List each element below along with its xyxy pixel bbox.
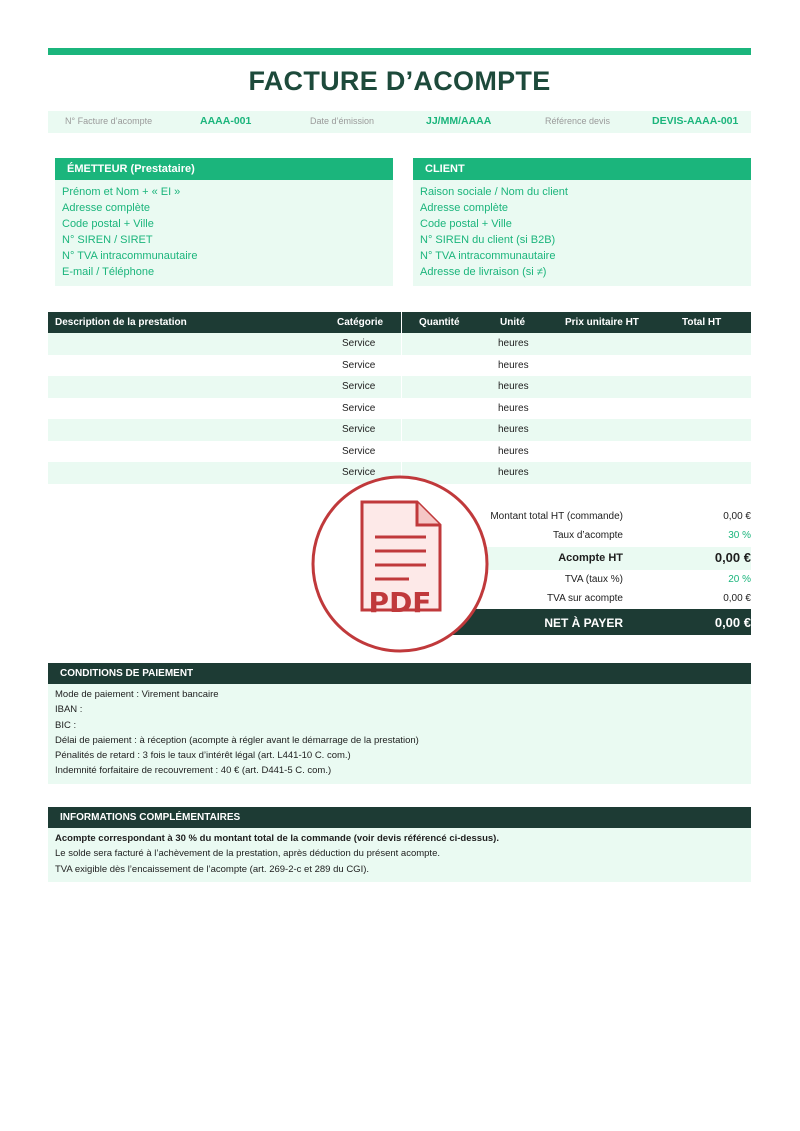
- deposit-ht-label: Acompte HT: [558, 552, 623, 564]
- payment-line: Mode de paiement : Virement bancaire: [55, 689, 219, 700]
- row-unit: heures: [498, 381, 529, 392]
- client-block: [413, 158, 751, 286]
- vat-rate-value: 20 %: [728, 574, 751, 585]
- col-unit-price: Prix unitaire HT: [565, 317, 639, 328]
- deposit-rate-value: 30 %: [728, 530, 751, 541]
- row-category: Service: [342, 445, 376, 457]
- invoice-number-value: AAAA-001: [200, 115, 252, 127]
- vat-amount-label: TVA sur acompte: [547, 593, 623, 604]
- payment-line: Indemnité forfaitaire de recouvrement : 40 € (art. D441-5 C. com.): [55, 765, 332, 777]
- client-line: N° SIREN du client (si B2B): [420, 234, 556, 246]
- issuer-line: E-mail / Téléphone: [62, 266, 155, 278]
- additional-info-body: [48, 828, 751, 882]
- row-category: Service: [342, 424, 376, 435]
- net-to-pay-label: NET À PAYER: [544, 616, 623, 630]
- client-line: Code postal + Ville: [420, 218, 512, 230]
- row-unit: heures: [498, 359, 529, 371]
- table-row: [48, 376, 751, 398]
- invoice-number-label: N° Facture d’acompte: [65, 116, 153, 126]
- pdf-file-icon: [311, 475, 489, 653]
- table-row: [48, 419, 751, 441]
- items-table: [48, 312, 751, 484]
- page-title: FACTURE D’ACOMPTE: [248, 66, 551, 96]
- client-line: Adresse complète: [420, 202, 509, 214]
- row-category: Service: [342, 381, 376, 392]
- payment-conditions-body: [48, 684, 751, 784]
- row-category: Service: [342, 359, 376, 371]
- net-to-pay-value: 0,00 €: [714, 615, 751, 630]
- quote-ref-label: Référence devis: [545, 116, 611, 126]
- payment-line: Pénalités de retard : 3 fois le taux d’intérêt légal (art. L441-10 C. com.): [55, 750, 351, 762]
- info-line: Le solde sera facturé à l’achèvement de la prestation, après déduction du présent acompte.: [55, 848, 440, 860]
- col-total: Total HT: [682, 317, 722, 328]
- total-ht-value: 0,00 €: [723, 511, 751, 522]
- info-line: TVA exigible dès l’encaissement de l’acompte (art. 269-2-c et 289 du CGI).: [55, 863, 370, 875]
- additional-info-header: INFORMATIONS COMPLÉMENTAIRES: [48, 807, 751, 828]
- issue-date-label: Date d’émission: [310, 116, 375, 126]
- row-unit: heures: [498, 402, 529, 414]
- client-line: Raison sociale / Nom du client: [420, 186, 568, 198]
- quote-ref-value: DEVIS-AAAA-001: [652, 115, 739, 127]
- deposit-rate-label: Taux d’acompte: [552, 530, 623, 541]
- payment-line: BIC :: [55, 719, 77, 731]
- issuer-line: Prénom et Nom + « EI »: [62, 186, 181, 198]
- issuer-line: Adresse complète: [62, 202, 151, 214]
- issue-date-value: JJ/MM/AAAA: [426, 115, 492, 127]
- issuer-header: ÉMETTEUR (Prestataire): [55, 158, 393, 180]
- table-row: [48, 398, 751, 420]
- row-category: Service: [342, 467, 376, 478]
- col-description: Description de la prestation: [55, 317, 187, 328]
- payment-conditions-header: CONDITIONS DE PAIEMENT: [48, 663, 751, 684]
- col-category: Catégorie: [337, 317, 384, 328]
- table-row: [48, 355, 751, 377]
- table-row: [48, 441, 751, 463]
- invoice-meta-bar: [48, 111, 751, 133]
- client-line: Adresse de livraison (si ≠): [420, 266, 547, 278]
- issuer-block: [55, 158, 393, 286]
- deposit-ht-value: 0,00 €: [714, 550, 751, 565]
- row-unit: heures: [498, 424, 529, 435]
- top-accent-bar: [48, 48, 751, 55]
- items-table-header: [48, 312, 751, 333]
- row-unit: heures: [498, 445, 529, 457]
- col-quantity: Quantité: [419, 317, 460, 328]
- payment-line: Délai de paiement : à réception (acompte à régler avant le démarrage de la prestation): [55, 734, 419, 746]
- col-unit: Unité: [500, 317, 525, 328]
- issuer-line: N° SIREN / SIRET: [62, 234, 153, 246]
- vat-rate-label: TVA (taux %): [564, 574, 623, 585]
- pdf-label: PDF: [368, 586, 432, 619]
- payment-line: IBAN :: [55, 704, 83, 716]
- row-unit: heures: [498, 338, 529, 349]
- issuer-line: N° TVA intracommunautaire: [62, 250, 198, 262]
- row-unit: heures: [498, 467, 529, 478]
- issuer-line: Code postal + Ville: [62, 218, 154, 230]
- pdf-badge[interactable]: [311, 475, 489, 653]
- client-header: CLIENT: [413, 158, 751, 180]
- row-category: Service: [342, 338, 376, 349]
- items-rows: [48, 333, 751, 484]
- info-bold-line: Acompte correspondant à 30 % du montant total de la commande (voir devis référencé ci-dessus).: [55, 833, 499, 844]
- row-category: Service: [342, 402, 376, 414]
- vat-amount-value: 0,00 €: [723, 593, 751, 604]
- total-ht-label: Montant total HT (commande): [490, 511, 623, 522]
- client-line: N° TVA intracommunautaire: [420, 250, 556, 262]
- table-row: [48, 333, 751, 355]
